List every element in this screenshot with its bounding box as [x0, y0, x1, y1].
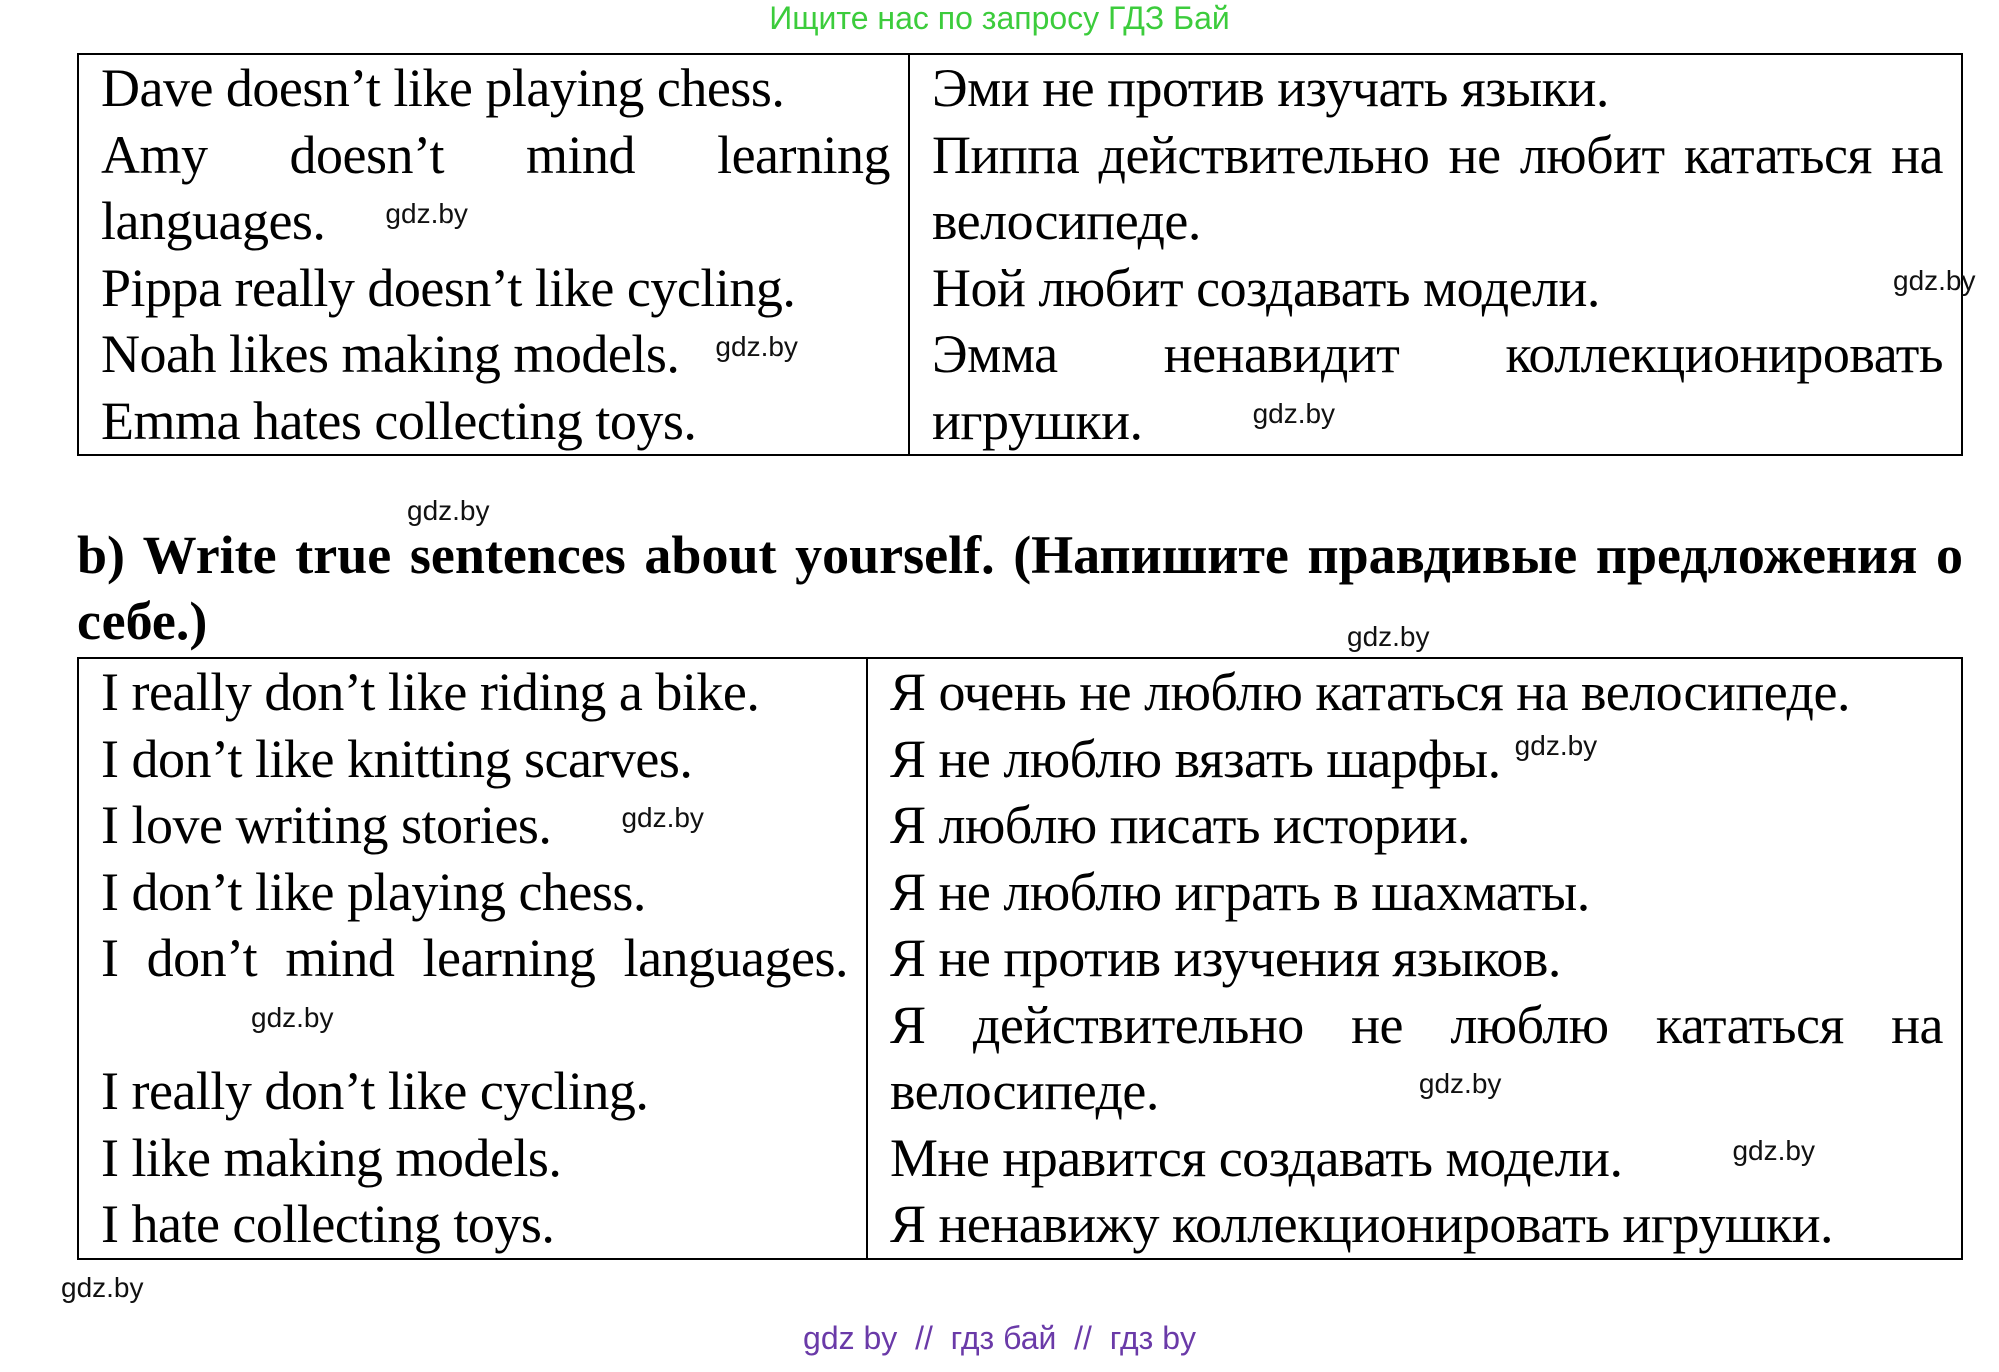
sentence-text: Я не против изучения языков. [890, 928, 1561, 988]
sentence: Noah likes making models. gdz.by [101, 324, 798, 384]
table-b-english-column [79, 659, 868, 1258]
header-search-link[interactable]: Ищите нас по запросу ГДЗ Бай [769, 0, 1230, 36]
table-b [77, 657, 1963, 1260]
sentence [890, 659, 1943, 726]
sentence [890, 859, 1943, 926]
sentence-text: Ной любит создавать модели. [932, 257, 1600, 318]
sentence-text: Emma hates collecting toys. [101, 390, 697, 451]
sentence-text: I really don’t like riding a bike. [101, 662, 760, 722]
sentence [932, 255, 1943, 322]
sentence-text: I don’t like knitting scarves. [101, 728, 693, 789]
sentence [101, 1125, 848, 1192]
sentence: I don’t mind learning languages.gdz.by [101, 928, 848, 1033]
sentence-text: I hate collecting toys. [101, 1194, 555, 1254]
sentence-text: Я действительно не люблю кататься на велосипеде. [890, 994, 1943, 1121]
sentence-text: I don’t mind learning languages. [101, 928, 848, 988]
sentence-text: Dave doesn’t like playing chess. [101, 58, 785, 118]
sentence [101, 659, 848, 726]
sentence-text: Мне нравится создавать модели. [890, 1127, 1623, 1188]
sentence-text: I like making models. [101, 1127, 562, 1188]
sentence [890, 1191, 1943, 1258]
table-b-russian-column [868, 659, 1961, 1258]
sentence-text: Эмма ненавидит коллекционировать игрушки. [932, 324, 1943, 451]
task-b-heading: b) Write true sentences about yourself. (Напишите правдивые предложения о себе.) [77, 525, 1963, 651]
sentence [101, 1058, 848, 1125]
sentence [101, 726, 848, 793]
sentence-text: Я не люблю играть в шахматы. [890, 861, 1590, 922]
sentence: Я не люблю вязать шарфы. gdz.by [890, 728, 1598, 789]
table-a [77, 53, 1963, 456]
sentence [932, 122, 1943, 255]
sentence: Amy doesn’t mind learning languages. gdz.by [101, 124, 890, 251]
sentence-text: Amy doesn’t mind learning languages. [101, 124, 890, 251]
sentence: Я действительно не люблю кататься на велосипеде. gdz.by [890, 994, 1943, 1121]
sentence-text: Pippa really doesn’t like cycling. [101, 257, 796, 318]
sentence-text: I don’t like playing chess. [101, 861, 646, 922]
table-a-russian-column [910, 55, 1961, 454]
watermark: gdz.by [1347, 621, 1430, 652]
watermark: gdz.by [1893, 265, 1976, 296]
sentence [101, 255, 890, 322]
sentence-text: Я ненавижу коллекционировать игрушки. [890, 1194, 1834, 1254]
sentence-text: I love writing stories. [101, 795, 552, 855]
sentence-text: Эми не против изучать языки. [932, 58, 1609, 118]
sentence [101, 859, 848, 926]
sentence-text: Я люблю писать истории. [890, 795, 1470, 855]
sentence: Мне нравится создавать модели. gdz.by [890, 1127, 1815, 1188]
sentence [101, 1191, 848, 1258]
sentence [890, 925, 1943, 992]
watermark: gdz.by [61, 1272, 144, 1303]
sentence: Эмма ненавидит коллекционировать игрушки. gdz.by [932, 324, 1943, 451]
sentence-text: Я очень не люблю кататься на велосипеде. [890, 662, 1850, 722]
sentence-text: Я не люблю вязать шарфы. [890, 728, 1501, 789]
footer-link[interactable]: gdz by // гдз бай // гдз by [803, 1320, 1196, 1356]
sentence-text: I really don’t like cycling. [101, 1061, 649, 1121]
sentence: I love writing stories. gdz.by [101, 795, 704, 855]
sentence-text: Пиппа действительно не любит кататься на велосипеде. [932, 124, 1943, 251]
sentence [101, 388, 890, 455]
sentence [932, 55, 1943, 122]
sentence [890, 792, 1943, 859]
table-a-english-column [79, 55, 910, 454]
sentence-text: Noah likes making models. [101, 324, 680, 384]
sentence [101, 55, 890, 122]
watermark: gdz.by [407, 495, 490, 526]
